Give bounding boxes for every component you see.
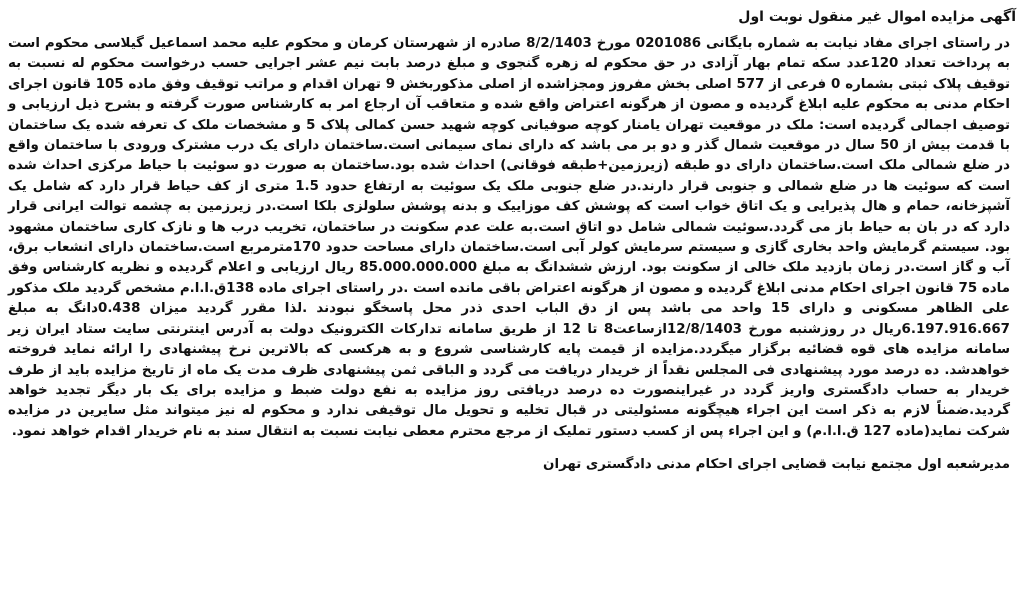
notice-title: آگهی مزایده اموال غیر منقول نوبت اول: [738, 9, 1016, 25]
notice-signature: مدیرشعبه اول مجتمع نیابت قضایی اجرای احکام مدنی دادگستری تهران: [543, 457, 1010, 473]
notice-body: در راستای اجرای مفاد نیابت به شماره بایگانی 0201086 مورخ 8/2/1403 صادره از شهرستان کرمان و محکوم علیه محمد اسماعیل گیلاسی محکوم است به پرداخت تعداد 120عدد سکه تمام بهار آزادی در حق محکوم له زهره گنجوی و مبلغ درصد بابت نیم عشر اجرایی حسب درخواست محکوم له نسبت به توقیف پلاک ثبتی بشماره 0 فرعی از 577 اصلی بخش مفروز ومجزاشده از اصلی مذکوربخش 9 تهران اقدام و مراتب توقیف وفق ماده 105 قانون اجرای احکام مدنی به محکوم علیه ابلاغ گردیده و مصون از هرگونه اعتراض واقع شده و متعاقب آن ارجاع امر به کارشناس صورت گرفته و بشرح ذیل ارزیابی و توصیف اجمالی گردیده است: ملک در موقعیت تهران یامنار کوچه صوفیانی کوچه شهید حسن کمالی پلاک 5 و مشخصات ملک ک تعرفه شده یک ساختمان با قدمت بیش از 50 سال در موقعیت شمال گذر و دو بر می باشد که دارای نمای سیمانی است.ساختمان دارای یک درب مشترک ورودی با ساختمان واقع در ضلع شمالی ملک است.ساختمان دارای دو طبقه (زیرزمین+طبقه فوقانی) احداث شده بود.ساختمان به صورت دو سوئیت با حیاط مرکزی احداث شده است که سوئیت ها در ضلع شمالی و جنوبی قرار دارند.در ضلع جنوبی ملک یک سوئیت به ارتفاع حدود 1.5 متری از کف حیاط قرار دارد که شامل یک آشپزخانه، حمام و هال پذیرایی و یک اتاق خواب است که پوشش کف موزاییک و بدنه پوشش سلولزی بلکا است.در زیرزمین به چشمه توالت ایرانی قرار دارد که در بان به حیاط باز می گردد.سوئیت شمالی شامل دو اتاق است.به علت عدم سکونت در ساختمان، تخریب درب ها و نازک کاری ساختمان مشهود بود. سیستم گرمایش واحد بخاری گازی و سیستم سرمایش کولر آبی است.ساختمان دارای مساحت حدود 170مترمربع است.ساختمان دارای انشعاب برق، آب و گاز است.در زمان بازدید ملک خالی از سکونت بود. ارزش ششدانگ به مبلغ 85.000.000.000 ریال ارزیابی و اعلام گردیده و نظریه کارشناس وفق ماده 75 قانون اجرای احکام مدنی ابلاغ گردیده و مصون از هرگونه اعتراض باقی مانده است .در راستای اجرای ماده 138ق.ا.ا.م مشخص گردید ملک مذکور علی الظاهر مسکونی و دارای 15 واحد می باشد پس از دق الباب احدی ذدر محل پاسخگو نبودند .لذا مقرر گردید میزان 0.438دانگ به مبلغ 6.197.916.667ریال در روزشنبه مورخ 12/8/1403ازساعت8 تا 12 از طریق سامانه تدارکات الکترونیک دولت به آدرس اینترنتی سایت ستاد ایران زیر سامانه مزایده های قوه قضائیه برگزار میگردد.مزایده از قیمت پایه کارشناسی شروع و به هرکسی که بالاترین نرخ پیشنهادی را ارائه نماید فروخته خواهدشد. ده درصد مورد پیشنهادی فی المجلس نقداً از خریدار دریافت می گردد و الباقی ثمن پیشنهادی ظرف مدت یک ماه از تاریخ مزایده باید از طرف خریدار به حساب دادگستری واریز گردد در غیراینصورت ده درصد دریافتی روز مزایده به نفع دولت ضبط و مزایده برای یک بار دیگر تجدید خواهد گردید.ضمناً لازم به ذکر است این اجراء هیچگونه مسئولیتی در قبال تخلیه و تحویل مال توقیفی ندارد و محکوم له نیز میتواند مثل سایرین در مزایده شرکت نماید(ماده 127 ق.ا.ا.م) و این اجراء پس از کسب دستور تملیک از مرجع محترم معطی نیابت نسبت به انتقال سند به نام خریدار اقدام خواهد نمود.: [8, 36, 1011, 439]
